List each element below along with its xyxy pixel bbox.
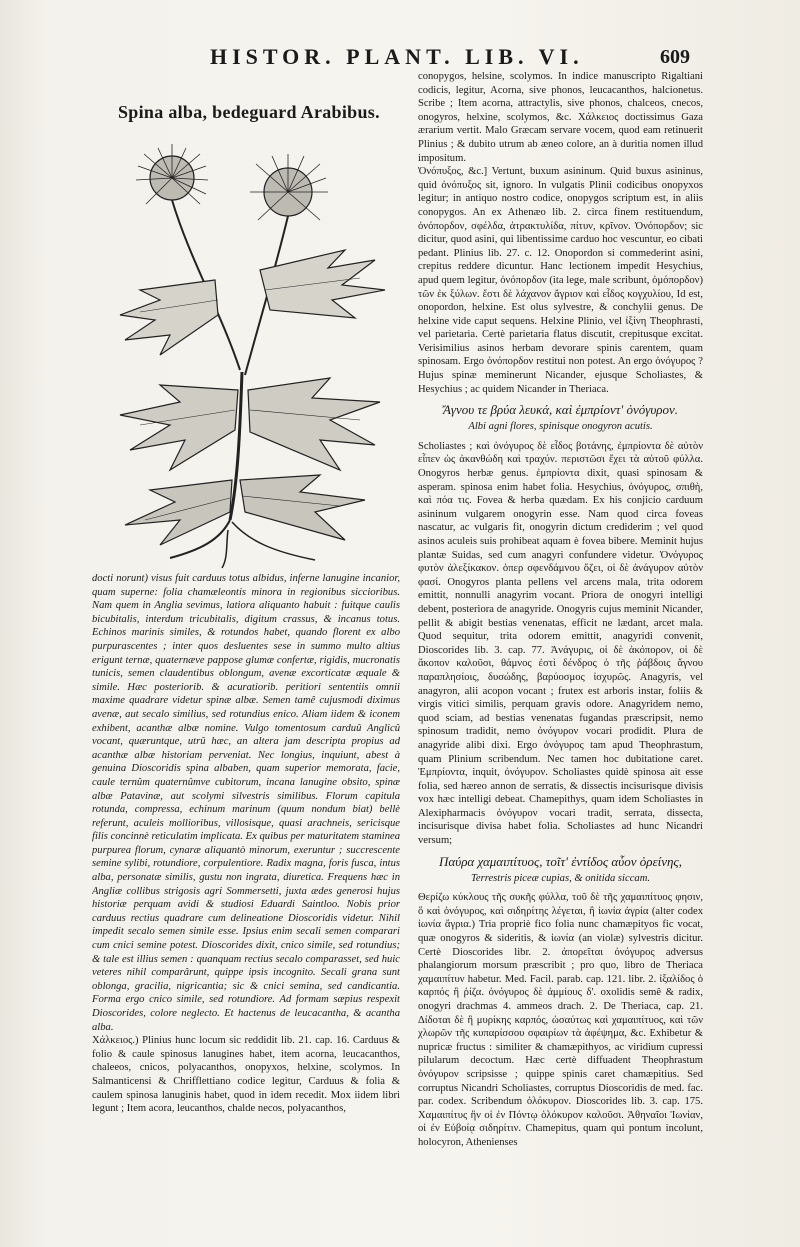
plant-title: Spina alba, bedeguard Arabibus. [118, 102, 380, 122]
greek-verse-2: Παύρα χαμαιπίτυος, τοῖτ' ἐντίδος αὖον ὀρείνης, [439, 853, 682, 869]
thistle-illustration [100, 140, 395, 570]
flower-head-left-icon [136, 144, 208, 204]
right-paragraph-3: Scholiastes ; καὶ ὀνόγυρος δὲ εἶδος βοτάνης, ἐμπρίοντα δὲ αὐτὸν εἶπεν ὡς ἀκανθώδη καὶ τραχύν. περιστῶσι ἔχει τὰ αὐτοῦ φύλλα. Onogyros herbæ genus. ἐμπρίοντα dixit, quasi spinosam & asperam. spinosa enim habet folia. Hesychius, ὀνόγυρος, σπιθὴ, καὶ πόα τις. Fovea & herba quædam. Ex his conjicio carduum asininum vulgarem onogyrin esse. Nam quod circa foveas nascatur, ac vulgaris fit, onogyrin dictum crediderim ; vel quod asinos aculeis suis prohibeat aquam è fovea bibere. Meminit hujus plantæ Suidas, sed cum anagyri confundere videtur. Ὀνόγυρος φυτὸν ἀλεξίκακον. ὁπερ σφενδάμνου ὄζει, οἱ δὲ ἀνάγυρον αὐτὸν φασί. Onogyros planta pellens vel arcens mala, trita odorem emittit, nonnulli anagyrim vocant. Priora de onogyri intelligi debent, posteriora de anagyride. Onogyris cujus meminit Nicander, pellit & abigit bestias venenatas, efficit ne lædant, arcet mala. Quod sequitur, trita odorem emittit, anagyridi convenit, Dioscorides lib. 3. cap. 77. Ἀνάγυρις, οἱ δὲ ἀκόπορον, οἱ δὲ ἄκοπον καλοῦσι, θάμνος ἐστὶ δένδρος ὁ τῆς ῥάβδοις ἄγνου παραπλησίοις, δυσώδης, βαρύοσμος ἰσχυρῶς. Anagyris, vel anagyron, alii acopon vocant ; frutex est arboris instar, foliis & virgis vitici similis, perquam gravis odore. Anagyridem nemo, quod sciam, ad bestias venenatas fugandas præscripsit, nemo spinosum tradidit, nemo ὀνόγυρον vocari prodidit. Plura de anagyride alibi dixi. Ergo ὀνόγυρος tam apud Theophrastum, quam Plinium scribendum. Nec tamen hoc dubitatione caret. Ἐμπρίοντα, inquit, ὀνόγυρον. Scholiastes quidè spinosa ait esse folia, sed hæreo annon de serratis, & dissectis incisurisque divisis vox hæc intelligi debeat. Chamepithys, quam idem Scholiastes in Alexipharmacis ὀνόγυρον vocari tradit, serrata, dissecta, incisurisque divisa habet folia. Scholiastes ad hunc Nicandri versum; [418, 440, 703, 847]
left-paragraph-1: docti norunt) visus fuit carduus totus albidus, inferne lanugine incanior, quam superne: folia chamæleontis minora in regionibus siccioribus. Nam quem in Anglia sevimus, latiora aliquanto habuit : fuitque caulis bicubitalis, interdum tricubitalis, digitum crassus, & incanus totus. Echinos marinis similes, & rotundos habet, quando florent ex albo purpurascentes ; inter quos desluentes sese in summo multo altius erigunt ternæ, quaternæve pappose glumæ confertæ, rigidis, mucronatis tunicis, semen claudentibus oblongum, avenæ excorticatæ æquale & simile. Hæc posteriorib. & acuratiorib. peritiori sententiis omnii maxime quadrare videtur spinæ albæ. Semen tamê cujusmodi diximus avenæ, aut secalo similius, sed rotundius enico. Aliam iidem & iconem exhibent, acanthæ albæ nomine. Vulgo tomentosum carduû Anglicû vocant, quæruntque, utrû hæc, an altera jam descripta propius ad acanthæ albæ historiam perveniat. Nec longius, inquiunt, abest à genuina Dioscoridis spina albaben, quam superior memorata, facie, caule ternûm quaternûmve cubitorum, incana lanugine obsito, spinæ albæ Patavinæ, aut scolymi silvestris similibus. Florum capitula rotunda, compressa, echinum marinum (quum nondum biat) bellè referunt, aculeis mollioribus, villosisque, quasi arachneis, sericisque filis concinnè reticulatim implicata. Ex quibus per maturitatem staminea purpurea florum, cynaræ aliquantò minorum, exeruntur ; succrescente semine sylibi, rotundiore, corpulentiore. Radix magna, foris fusca, intus alba, personatæ similis, gustu non ingrata, diuretica. Frequens hæc in Angliæ collibus strigosis agri Sommersetti, juxta ædes generosi hujus historiæ perquam avidi & studiosi Eduardi Saintloo. Nobis prior carduus rectius quadrare cum delineatione Dioscoridis videtur. Nihil impedit secalo semen simile esse. Ipsius enim secali semen comparari cum cnici semine potest. Dioscorides dixit, cnico simile, sed rotundius; & tale est illius semen : quanquam rectius secalo comparasset, sed huic veteres nihil comparârunt, quippe ipsis incognito. Secali grana sunt oblonga, gracilia, nigricantia; sic & cnici semina, sed candicantia. Forma ergo cnico simile, sed rotundiore. Ad formam sæpius respexit Dioscorides, colore neglecto. Et hactenus de leucacantha, & acantha alba. [92, 573, 400, 1033]
right-paragraph-1: conopygos, helsine, scolymos. In indice manuscripto Rigaltiani codicis, legitur, Acorna, sive phonos, leucacanthos, halcionetus. Scribe ; Item acorna, attractylis, sive phonos, chalceos, cnecos, onogyros, helxine, scolymos, &c. Χάλκειος doctissimus Gaza ærarium vertit. Malo Græcam servare vocem, quod eam retinuerit Plinius ; & dubito utrum ab æneo colore, an à duritia nomen illud impositum. [418, 71, 703, 164]
flower-head-right-icon [250, 154, 328, 220]
left-paragraph-2: Χάλκειος.) Plinius hunc locum sic reddidit lib. 21. cap. 16. Carduus & folio & caule spinosus lanugines habet, item acorna, leucacanthos, chaleeos, cnicos, polyacanthos, onopyxos, helxine, scolymos. In Salmanticensi & Chrifflettiano codice legitur, Carduus & folia & caulem spinosa lanuginis habet, quod in idem recedit. Mox iidem libri legunt ; Item acora, leucanthos, chalde necos, polyacanthos, [92, 1035, 400, 1115]
latin-verse-1: Albi agni flores, spinisque onogyron acutis. [468, 421, 653, 433]
right-paragraph-2: Ὀνόπυξος, &c.] Vertunt, buxum asininum. Quid buxus asininus, quid ὀνόπυξος sit, ignoro. In vulgatis Plinii codicibus onopyxos legitur; in antiquo nostro codice, onopygos scriptum est, in aliis conopygos. An ex Athenæo lib. 2. circa finem restituendum, ὀνόπορδον, σφέλδα, ἀτρακτυλίδα, πίτυν, κρῖνον. Ὀνόπορδον; sic dicitur, quod asini, qui libentissime carduo hoc vescuntur, eo cibati pedant. Plinius lib. 27. c. 12. Onopordon si commederint asini, crepitus reddere dicuntur. Hanc lectionem impedit Hesychius, apud quem legitur, ὀνόπορδον (ita lege, male scribunt, ὀμόπορδον) τῶν ἐκ ξύλων. ἔστι δὲ λάχανον ἄγριον καὶ εἶδος κογχυλίου, Id est, onopordon, helxine. Est olus sylvestre, & conchylii genus. De helxine vide caput sequens. Helxine Plinio, vel ἰξίνη Theophrasti, vel parietaria. Certè parietaria flatus discutit, crepitusque excitat. Verisimilius asinos herbam devorare spinis carentem, quam spinosam. Ergo ὀνόπορδον restitui non potest. An ergo ὀνόγυρος ? Hujus spinæ meminerunt Nicander, ejusque Scholiastes, & Hesychius ; ac quidem Nicander in Theriaca. [418, 166, 703, 395]
greek-verse-1: Ἄγνου τε βρύα λευκά, καὶ ἐμπρίοντ' ὀνόγυρον. [442, 402, 679, 418]
right-text-column [418, 70, 703, 1230]
running-head: HISTOR. PLANT. LIB. VI. [210, 44, 584, 69]
left-text-column [92, 572, 400, 1227]
latin-verse-2: Terrestris piceæ cupias, & onitida siccam. [470, 872, 650, 884]
right-paragraph-4: Θερίζω κύκλους τῆς συκῆς φύλλα, τοῦ δὲ τῆς χαμαιπίτυος φησιν, ὅ καὶ ὀνόγυρος, καὶ σιδηρίτης λέγεται, ἢ ἰωνία ἀγρία (alter codex ἰωνία ἄγρια.) Tria propriè fico folia nunc chamæpityos fic vocat, quæ onogyros & sideritis, & ἰωνία (an violæ) sylvestris dicitur. Certè Dioscorides libr. 2. ἀπορεῖται ὀνόγυρος adversus phalangiorum morsum præscribit ; pro quo, libro de Theriaca χαμαιπίτυν habetur. Med. Facil. parab. cap. 121. libr. 2. ἰξαλίδος ὁ καρπός ἢ ῥίζα. ὀνόγυρος δὲ ἀμμίους δ'. oxolidis semê & radix, onogyri drachmas 4. ammeos drach. 2. De Theriaca, cap. 21. Δίδοται δὲ ἢ μυρίκης καρπός, ὡσαύτως καὶ χαμαιπίτυος, καὶ τῶν χλωρῶν τῆς κυπαρίσσου σφαιρίων τὰ ἀφέψημα, &c. Exhibetur & nupricæ fructus : similiter & chamæpithyos, ac viridium cupressi pilularum decoctum. Hæc certè diffuadent Theophrastum ὀνόγυρον scripsisse ; quippe spinis caret chamæpitius. Sed corruptus Nicandri Scholiastes, corruptus Dioscoridis de med. fac. par. codex. Scribendum ὀλόκυρον. Dioscorides lib. 3. cap. 175. Χαμαιπίτυς ἣν οἱ ἐν Πόντῳ ὁλόκυρον καλοῦσι. Ἀθηναῖοι Ἰωνίαν, οἱ ἐν Εὐβοίᾳ σιδηρίτιν. Chamepitus, quam qui pontum incolunt, holocyron, Athenienses [418, 892, 703, 1148]
page-number: 609 [660, 46, 690, 68]
